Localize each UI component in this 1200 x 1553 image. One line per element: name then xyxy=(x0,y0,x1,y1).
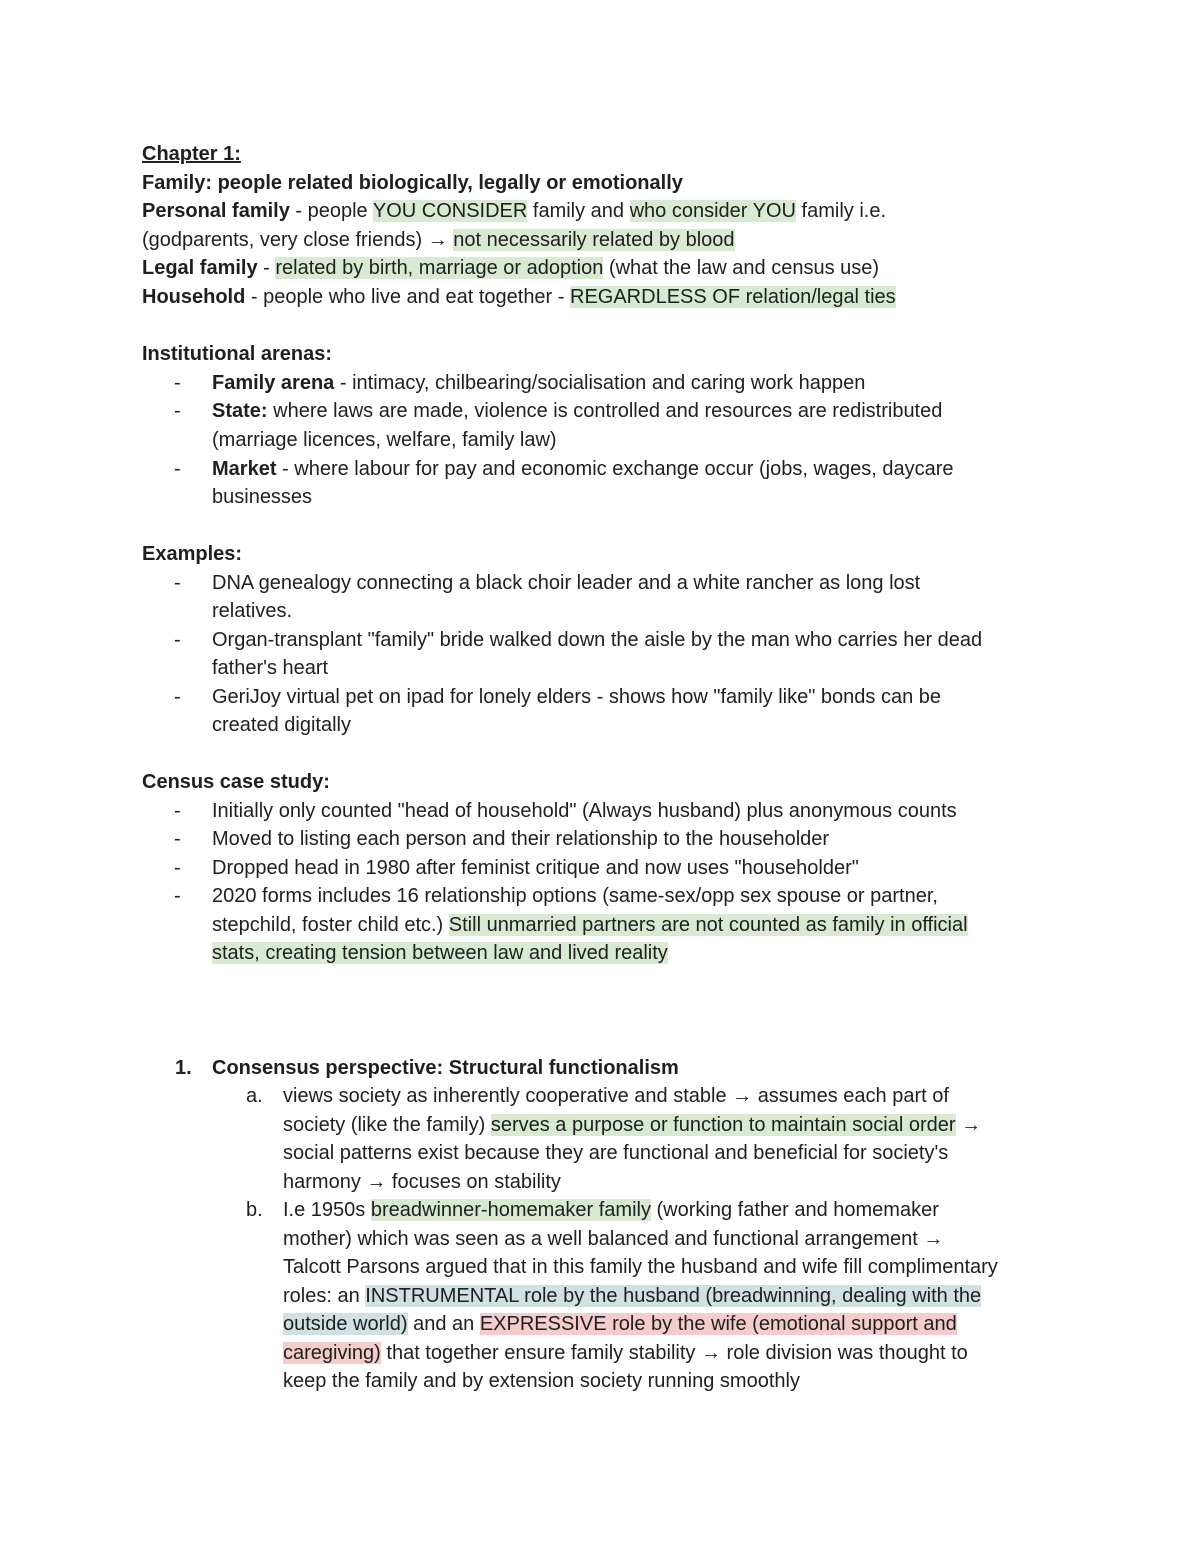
list-item-continuation xyxy=(283,1283,981,1309)
text-run: (working father and homemaker xyxy=(650,1199,939,1221)
text-run: roles: an xyxy=(283,1285,366,1307)
highlight: not necessarily related by blood xyxy=(453,229,735,251)
bullet-dash: - xyxy=(174,400,181,422)
list-item-continuation: businesses xyxy=(212,486,313,508)
bullet-dash: - xyxy=(174,686,181,708)
legal-family-term: Legal family xyxy=(142,257,258,279)
highlight: related by birth, marriage or adoption xyxy=(275,257,604,279)
bullet-dash: - xyxy=(174,458,181,480)
text-run: family and xyxy=(527,200,630,222)
text-run: - where labour for pay and economic exchange occur (jobs, wages, daycare xyxy=(276,458,954,480)
bullet-dash: - xyxy=(174,629,181,651)
census-heading: Census case study: xyxy=(142,771,330,793)
legal-family-line xyxy=(142,255,879,281)
list-item-continuation: social patterns exist because they are functional and beneficial for society's xyxy=(283,1142,949,1164)
text-run: family i.e. xyxy=(796,200,887,222)
list-item-continuation: (marriage licences, welfare, family law) xyxy=(212,429,557,451)
household-term: Household xyxy=(142,286,246,308)
bullet-dash: - xyxy=(174,857,181,879)
list-item: Dropped head in 1980 after feminist critique and now uses "householder" xyxy=(212,857,859,879)
list-item-continuation xyxy=(283,1311,957,1337)
text-run: (what the law and census use) xyxy=(603,257,880,279)
highlight: YOU CONSIDER xyxy=(372,200,528,222)
highlight: INSTRUMENTAL role by the husband (breadwinning, dealing with the xyxy=(365,1285,982,1307)
text-run: - intimacy, chilbearing/socialisation and caring work happen xyxy=(334,372,866,394)
text-run: and an xyxy=(407,1313,480,1335)
list-item: Initially only counted "head of household" (Always husband) plus anonymous counts xyxy=(212,800,957,822)
list-item-continuation: relatives. xyxy=(212,600,293,622)
personal-family-line xyxy=(142,198,886,224)
personal-family-line-2 xyxy=(142,227,735,253)
text-run: society (like the family) xyxy=(283,1114,491,1136)
highlight: who consider YOU xyxy=(629,200,796,222)
text-run: → xyxy=(955,1114,982,1136)
term: Market xyxy=(212,458,277,480)
list-item-continuation: keep the family and by extension society running smoothly xyxy=(283,1370,800,1392)
term: State: xyxy=(212,400,268,422)
list-item-continuation: mother) which was seen as a well balanced and functional arrangement → xyxy=(283,1228,944,1250)
text-run: where laws are made, violence is controlled and resources are redistributed xyxy=(267,400,943,422)
list-item-continuation xyxy=(212,912,968,938)
list-letter: a. xyxy=(246,1085,263,1107)
highlight: EXPRESSIVE role by the wife (emotional support and xyxy=(479,1313,957,1335)
personal-family-term: Personal family xyxy=(142,200,290,222)
list-item xyxy=(212,456,954,482)
highlight: Still unmarried partners are not counted as family in official xyxy=(448,914,968,936)
text-run: - xyxy=(257,257,276,279)
text-run: that together ensure family stability → role division was thought to xyxy=(380,1342,968,1364)
highlight: breadwinner-homemaker family xyxy=(370,1199,651,1221)
text-run: (godparents, very close friends) → xyxy=(142,229,454,251)
list-item-continuation xyxy=(283,1112,981,1138)
list-item xyxy=(212,398,942,424)
highlight: serves a purpose or function to maintain social order xyxy=(490,1114,956,1136)
chapter-title: Chapter 1: xyxy=(142,143,241,165)
list-letter: b. xyxy=(246,1199,263,1221)
examples-heading: Examples: xyxy=(142,543,243,565)
list-number: 1. xyxy=(175,1057,192,1079)
list-item-continuation: created digitally xyxy=(212,714,351,736)
bullet-dash: - xyxy=(174,885,181,907)
list-item-continuation: father's heart xyxy=(212,657,329,679)
list-item xyxy=(212,370,865,396)
list-item: views society as inherently cooperative and stable → assumes each part of xyxy=(283,1085,949,1107)
bullet-dash: - xyxy=(174,572,181,594)
family-definition: Family: people related biologically, legally or emotionally xyxy=(142,172,683,194)
bullet-dash: - xyxy=(174,828,181,850)
list-item: DNA genealogy connecting a black choir leader and a white rancher as long lost xyxy=(212,572,921,594)
highlight: REGARDLESS OF relation/legal ties xyxy=(570,286,896,308)
list-item: GeriJoy virtual pet on ipad for lonely elders - shows how "family like" bonds can be xyxy=(212,686,941,708)
text-run: I.e 1950s xyxy=(283,1199,371,1221)
list-item-continuation: Talcott Parsons argued that in this family the husband and wife fill complimentary xyxy=(283,1256,998,1278)
highlight: caregiving) xyxy=(283,1342,381,1364)
list-item: Moved to listing each person and their relationship to the householder xyxy=(212,828,830,850)
household-line xyxy=(142,284,896,310)
term: Family arena xyxy=(212,372,335,394)
text-run: stepchild, foster child etc.) xyxy=(212,914,449,936)
list-item-continuation xyxy=(283,1340,968,1366)
list-item: Organ-transplant "family" bride walked down the aisle by the man who carries her dead xyxy=(212,629,983,651)
institutional-heading: Institutional arenas: xyxy=(142,343,333,365)
text-run: - people who live and eat together - xyxy=(245,286,570,308)
consensus-heading: Consensus perspective: Structural functionalism xyxy=(212,1057,679,1079)
list-item-continuation: harmony → focuses on stability xyxy=(283,1171,561,1193)
highlight: outside world) xyxy=(283,1313,408,1335)
bullet-dash: - xyxy=(174,800,181,822)
list-item xyxy=(283,1197,939,1223)
highlight: stats, creating tension between law and lived reality xyxy=(212,942,668,964)
list-item-continuation xyxy=(212,940,668,966)
bullet-dash: - xyxy=(174,372,181,394)
text-run: - people xyxy=(289,200,373,222)
list-item: 2020 forms includes 16 relationship options (same-sex/opp sex spouse or partner, xyxy=(212,885,938,907)
